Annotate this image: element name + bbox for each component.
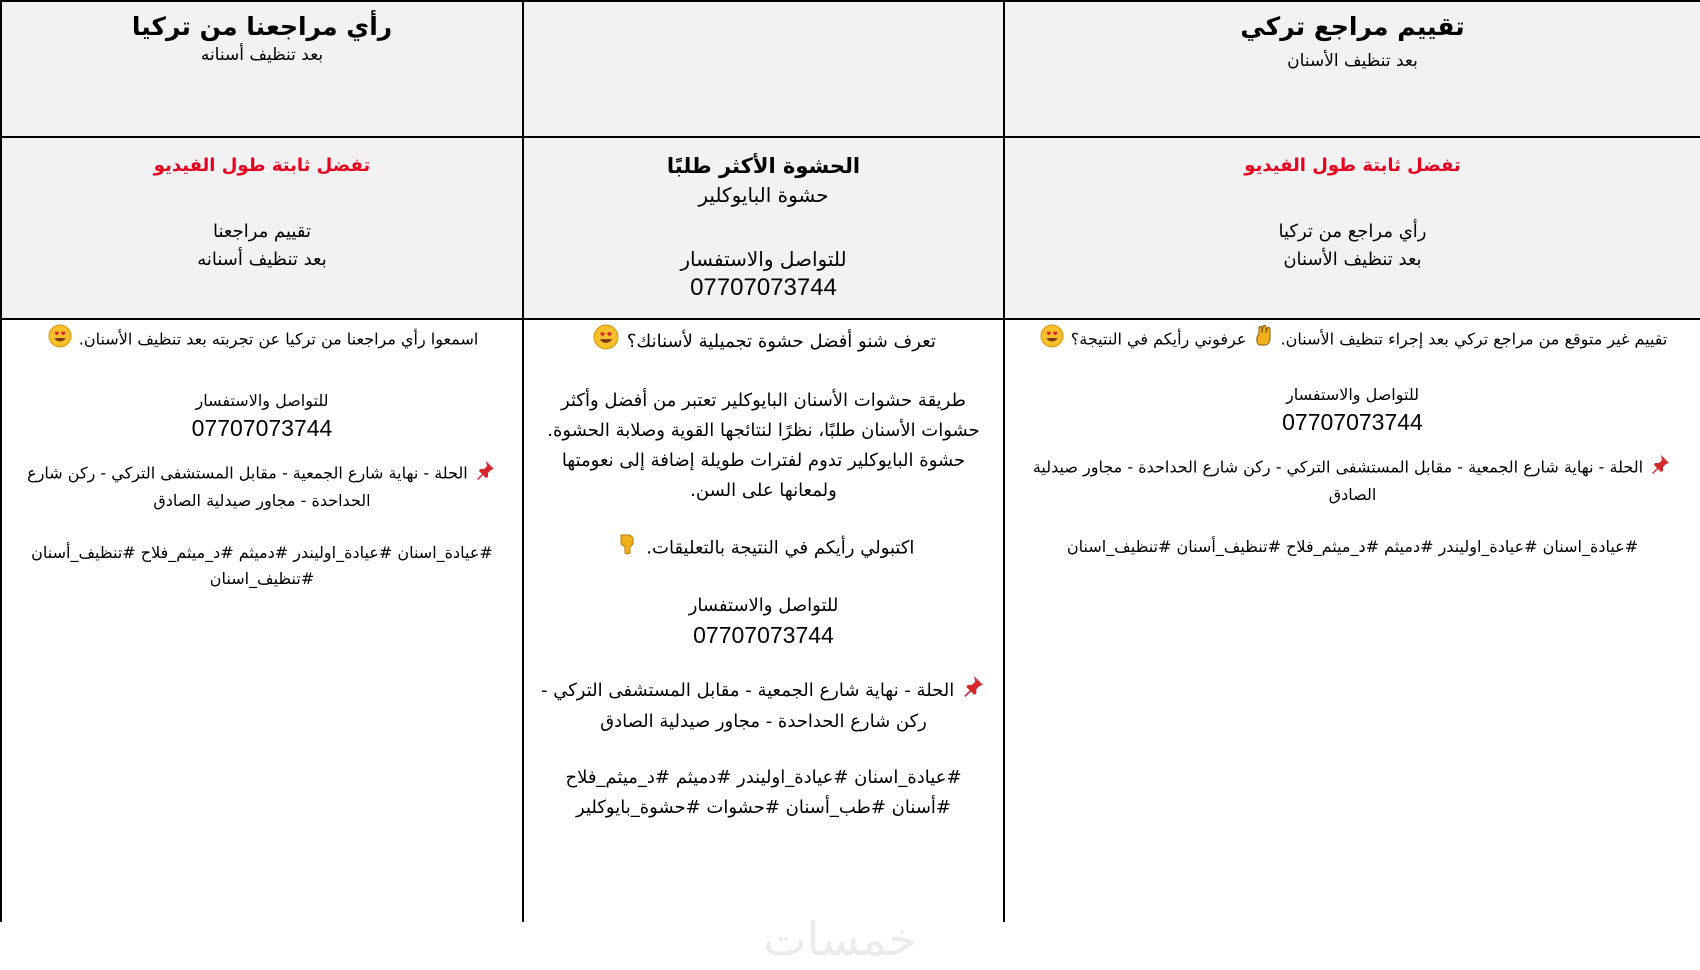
contact-label: للتواصل والاستفسار — [680, 247, 847, 271]
caption-cell-right — [1004, 319, 1700, 922]
address-text: الحلة - نهاية شارع الجمعية - مقابل المستشفى التركي - ركن شارع الحداحدة - مجاور صيدلية الصادق — [1032, 457, 1644, 504]
caption-intro — [538, 324, 989, 360]
video-line-2: بعد تنظيف أسنانه — [197, 249, 327, 270]
header-title: تقييم مراجع تركي — [1240, 12, 1465, 41]
video-text-cell-right — [1004, 137, 1700, 319]
video-subtitle: حشوة البايوكلير — [698, 183, 829, 207]
address — [12, 460, 512, 514]
caption-row — [1, 319, 1700, 922]
header-cell-middle — [523, 1, 1004, 137]
caption-intro — [12, 324, 512, 356]
pushpin-icon — [1650, 454, 1670, 482]
video-text-cell-left — [1, 137, 523, 319]
caption-paragraph-1: طريقة حشوات الأسنان البايوكلير تعتبر من أفضل وأكثر حشوات الأسنان طلبًا، نظرًا لنتائجها القوية وصلابة الحشوة. — [547, 390, 980, 441]
phone-number: 07707073744 — [1282, 409, 1423, 435]
header-cell-right — [1004, 1, 1700, 137]
address-text: الحلة - نهاية شارع الجمعية - مقابل المستشفى التركي - ركن شارع الحداحدة - مجاور صيدلية الصادق — [541, 680, 955, 732]
header-title: رأي مراجعنا من تركيا — [131, 12, 393, 41]
caption-cta-text: اكتبولي رأيكم في النتيجة بالتعليقات. — [646, 537, 915, 559]
header-row — [1, 1, 1700, 137]
video-text-row — [1, 137, 1700, 319]
caption-cta — [538, 532, 989, 565]
fixed-text-label: تفضل ثابتة طول الفيديو — [153, 155, 371, 176]
address — [538, 675, 989, 737]
contact-label: للتواصل والاستفسار — [1286, 385, 1419, 404]
header-subtitle: بعد تنظيف الأسنان — [1287, 51, 1418, 71]
caption-cell-left — [1, 319, 523, 922]
header-subtitle: بعد تنظيف أسنانه — [200, 45, 324, 65]
heart-eyes-icon — [48, 324, 72, 356]
phone-number: 07707073744 — [693, 622, 834, 648]
phone-number: 07707073744 — [690, 274, 837, 301]
phone-number: 07707073744 — [191, 415, 333, 441]
hashtags: #عيادة_اسنان #عيادة_اوليندر #دميثم #د_ميثم_فلاح #تنظيف_أسنان #تنظيف_اسنان — [1066, 537, 1639, 556]
contact-label: للتواصل والاستفسار — [688, 595, 839, 616]
video-line-1: تقييم مراجعنا — [213, 221, 311, 242]
caption-cell-middle — [523, 319, 1004, 922]
ok-hand-icon — [1254, 325, 1274, 355]
video-title: الحشوة الأكثر طلبًا — [666, 154, 861, 178]
caption-intro — [1015, 324, 1690, 356]
watermark-logo: خمسات — [763, 912, 917, 966]
heart-eyes-icon — [1040, 324, 1064, 356]
hashtags: #عيادة_اسنان #عيادة_اوليندر #دميثم #د_ميثم_فلاح #تنظيف_أسنان #تنظيف_اسنان — [31, 543, 493, 588]
caption-intro-text: تقييم غير متوقع من مراجع تركي بعد إجراء تنظيف الأسنان. — [1280, 329, 1668, 349]
caption-intro-question: عرفوني رأيكم في النتيجة؟ — [1070, 329, 1247, 349]
caption-intro-text: اسمعوا رأي مراجعنا من تركيا عن تجربته بعد تنظيف الأسنان. — [78, 329, 479, 349]
video-line-1: رأي مراجع من تركيا — [1278, 221, 1427, 242]
address — [1015, 454, 1690, 508]
caption-paragraph-2: حشوة البايوكلير تدوم لفترات طويلة إضافة إلى نعومتها ولمعانها على السن. — [561, 450, 966, 501]
hand-pointing-down-icon — [615, 532, 639, 565]
video-text-cell-middle — [523, 137, 1004, 319]
caption-intro-text: تعرف شنو أفضل حشوة تجميلية لأسنانك؟ — [626, 331, 936, 352]
video-line-2: بعد تنظيف الأسنان — [1283, 249, 1422, 270]
contact-label: للتواصل والاستفسار — [195, 391, 329, 410]
heart-eyes-icon — [593, 324, 619, 360]
hashtags: #عيادة_اسنان #عيادة_اوليندر #دميثم #د_ميثم_فلاح #أسنان #طب_أسنان #حشوات #حشوة_بايوكلير — [565, 767, 962, 818]
pushpin-icon — [475, 460, 495, 488]
fixed-text-label: تفضل ثابتة طول الفيديو — [1244, 155, 1461, 176]
header-cell-left — [1, 1, 523, 137]
address-text: الحلة - نهاية شارع الجمعية - مقابل المستشفى التركي - ركن شارع الحداحدة - مجاور صيدلية الصادق — [27, 463, 468, 510]
pushpin-icon — [962, 675, 984, 707]
